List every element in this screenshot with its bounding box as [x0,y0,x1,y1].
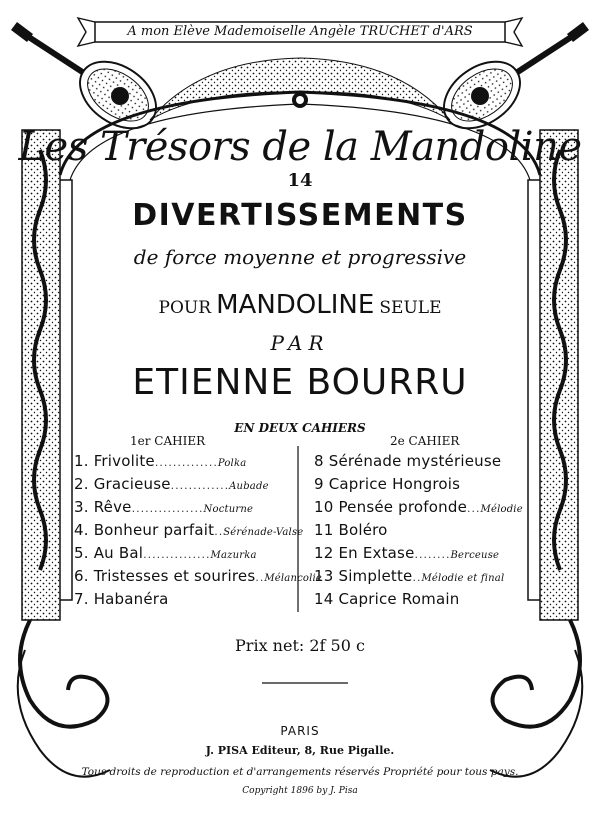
item-title: Pensée profonde [338,498,468,516]
item-style: Mazurka [210,550,257,561]
item-number: 12 [314,544,334,562]
list-item [74,590,294,608]
item-number: 5. [74,544,89,562]
list-item [314,590,544,608]
item-number: 6. [74,567,89,585]
item-title: Rêve [93,498,132,516]
instrumentation [0,290,600,320]
item-number: 8 [314,452,324,470]
item-title: Caprice Hongrois [328,475,461,493]
price: Prix net: 2f 50 c [235,636,365,655]
publisher-name: J. PISA [205,744,248,757]
item-title: En Extase [338,544,415,562]
publisher-address: Editeur, 8, Rue Pigalle. [251,744,395,757]
subtitle: de force moyenne et progressive [133,245,467,269]
dot-leader: .. [255,571,265,584]
item-number: 2. [74,475,89,493]
list-item [74,544,294,562]
item-style: Nocturne [203,504,254,515]
en-deux-cahiers: EN DEUX CAHIERS [234,421,366,435]
par-label: PAR [270,331,330,355]
seule-label: SEULE [379,298,442,318]
item-number: 9 [314,475,324,493]
list-item [74,475,294,493]
dot-leader: ........ [414,548,451,561]
dot-leader: ... [467,502,481,515]
item-style: Mélancolie [264,573,323,584]
item-number: 13 [314,567,334,585]
dot-leader: .............. [154,456,218,469]
list-item [314,567,544,585]
main-title: Les Trésors de la Mandoline [18,124,582,170]
dedication: A mon Elève Mademoiselle Angèle TRUCHET d'ARS [127,24,473,39]
list-item [314,452,544,470]
list-item [314,544,544,562]
item-title: Simplette [338,567,413,585]
item-style: Mélodie [480,504,523,515]
item-title: Caprice Romain [338,590,460,608]
dot-leader: ................ [131,502,204,515]
item-title: Tristesses et sourires [93,567,256,585]
list-item [74,567,323,585]
list-item [314,521,544,539]
dot-leader: ............... [143,548,211,561]
item-number: 14 [314,590,334,608]
divertissement-count: 14 [287,170,313,191]
item-number: 11 [314,521,334,539]
item-style: Aubade [229,481,269,492]
list-item [314,498,544,516]
item-number: 1. [74,452,89,470]
item-number: 10 [314,498,334,516]
item-title: Sérénade mystérieuse [328,452,502,470]
cahier1-heading: 1er CAHIER [130,434,206,448]
list-item [74,521,304,539]
composer-name: ETIENNE BOURRU [132,362,468,403]
list-item [74,498,294,516]
divertissements-heading: DIVERTISSEMENTS [132,198,468,233]
dot-leader: ............. [170,479,230,492]
list-item [314,475,544,493]
publisher-city: PARIS [280,724,320,738]
pour-label: POUR [158,298,212,318]
item-title: Gracieuse [93,475,171,493]
rights-notice: Tous droits de reproduction et d'arrangements réservés Propriété pour tous pays. [81,766,519,778]
item-number: 4. [74,521,89,539]
item-title: Boléro [338,521,388,539]
item-title: Frivolite [93,452,155,470]
dot-leader: .. [214,525,224,538]
copyright-notice: Copyright 1896 by J. Pisa [242,786,358,796]
item-style: Berceuse [450,550,500,561]
item-title: Bonheur parfait [93,521,215,539]
item-style: Sérénade-Valse [223,527,304,538]
list-item [74,452,294,470]
cahier2-heading: 2e CAHIER [390,434,460,448]
item-number: 7. [74,590,89,608]
item-number: 3. [74,498,89,516]
dot-leader: .. [412,571,422,584]
item-style: Mélodie et final [421,573,505,584]
item-title: Au Bal [93,544,144,562]
item-title: Habanéra [93,590,169,608]
publisher-line [0,744,600,757]
instrument-name: MANDOLINE [216,290,375,320]
item-style: Polka [217,458,247,469]
